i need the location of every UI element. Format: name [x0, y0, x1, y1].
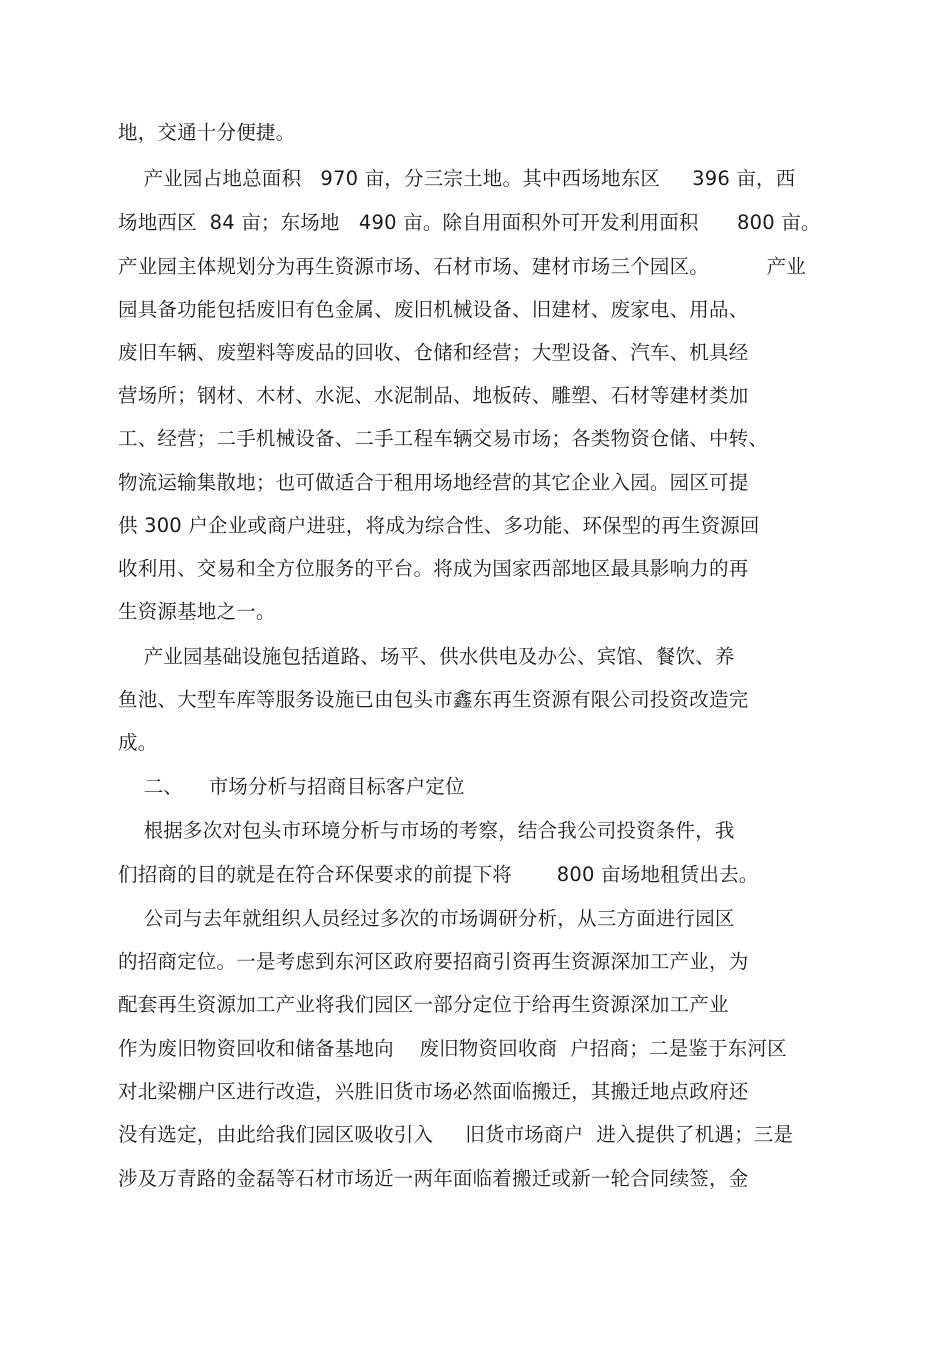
text-line: 涉及万青路的金磊等石材市场近一两年面临着搬迁或新一轮合同续签，金	[118, 1167, 749, 1190]
text-line: 供 300 户企业或商户进驻，将成为综合性、多功能、环保型的再生资源回	[118, 514, 760, 537]
text-line: 对北梁棚户区进行改造，兴胜旧货市场必然面临搬迁，其搬迁地点政府还	[118, 1080, 749, 1103]
text-line: 的招商定位。一是考虑到东河区政府要招商引资再生资源深加工产业，为	[118, 950, 749, 973]
text-line: 营场所；钢材、木材、水泥、水泥制品、地板砖、雕塑、石材等建材类加	[118, 384, 749, 407]
text-line: 产业园占地总面积 970 亩，分三宗土地。其中西场地东区 396 亩，西	[118, 167, 796, 190]
text-line: 根据多次对包头市环境分析与市场的考察，结合我公司投资条件，我	[118, 819, 735, 842]
text-line: 公司与去年就组织人员经过多次的市场调研分析，从三方面进行园区	[118, 907, 735, 930]
text-line: 场地西区 84 亩；东场地 490 亩。除自用面积外可开发利用面积 800 亩。	[118, 211, 821, 234]
text-line: 地，交通十分便捷。	[118, 121, 296, 144]
text-line: 物流运输集散地；也可做适合于租用场地经营的其它企业入园。园区可提	[118, 471, 749, 494]
section-heading: 二、 市场分析与招商目标客户定位	[118, 775, 465, 798]
text-line: 生资源基地之一。	[118, 600, 276, 623]
text-line: 配套再生资源加工产业将我们园区一部分定位于给再生资源深加工产业	[118, 993, 729, 1016]
text-line: 废旧车辆、废塑料等废品的回收、仓储和经营；大型设备、汽车、机具经	[118, 341, 749, 364]
text-line: 产业园基础设施包括道路、场平、供水供电及办公、宾馆、餐饮、养	[118, 645, 735, 668]
text-line: 产业园主体规划分为再生资源市场、石材市场、建材市场三个园区。 产业	[118, 255, 806, 278]
text-line: 收利用、交易和全方位服务的平台。将成为国家西部地区最具影响力的再	[118, 557, 749, 580]
text-line: 没有选定，由此给我们园区吸收引入 旧货市场商户 进入提供了机遇；三是	[118, 1123, 794, 1146]
text-line: 成。	[118, 731, 158, 754]
text-line: 们招商的目的就是在符合环保要求的前提下将 800 亩场地租赁出去。	[118, 863, 759, 886]
text-line: 作为废旧物资回收和储备基地向 废旧物资回收商 户招商；二是鉴于东河区	[118, 1037, 787, 1060]
text-line: 工、经营；二手机械设备、二手工程车辆交易市场；各类物资仓储、中转、	[118, 427, 769, 450]
text-line: 鱼池、大型车库等服务设施已由包头市鑫东再生资源有限公司投资改造完	[118, 688, 749, 711]
text-line: 园具备功能包括废旧有色金属、废旧机械设备、旧建材、废家电、用品、	[118, 298, 749, 321]
